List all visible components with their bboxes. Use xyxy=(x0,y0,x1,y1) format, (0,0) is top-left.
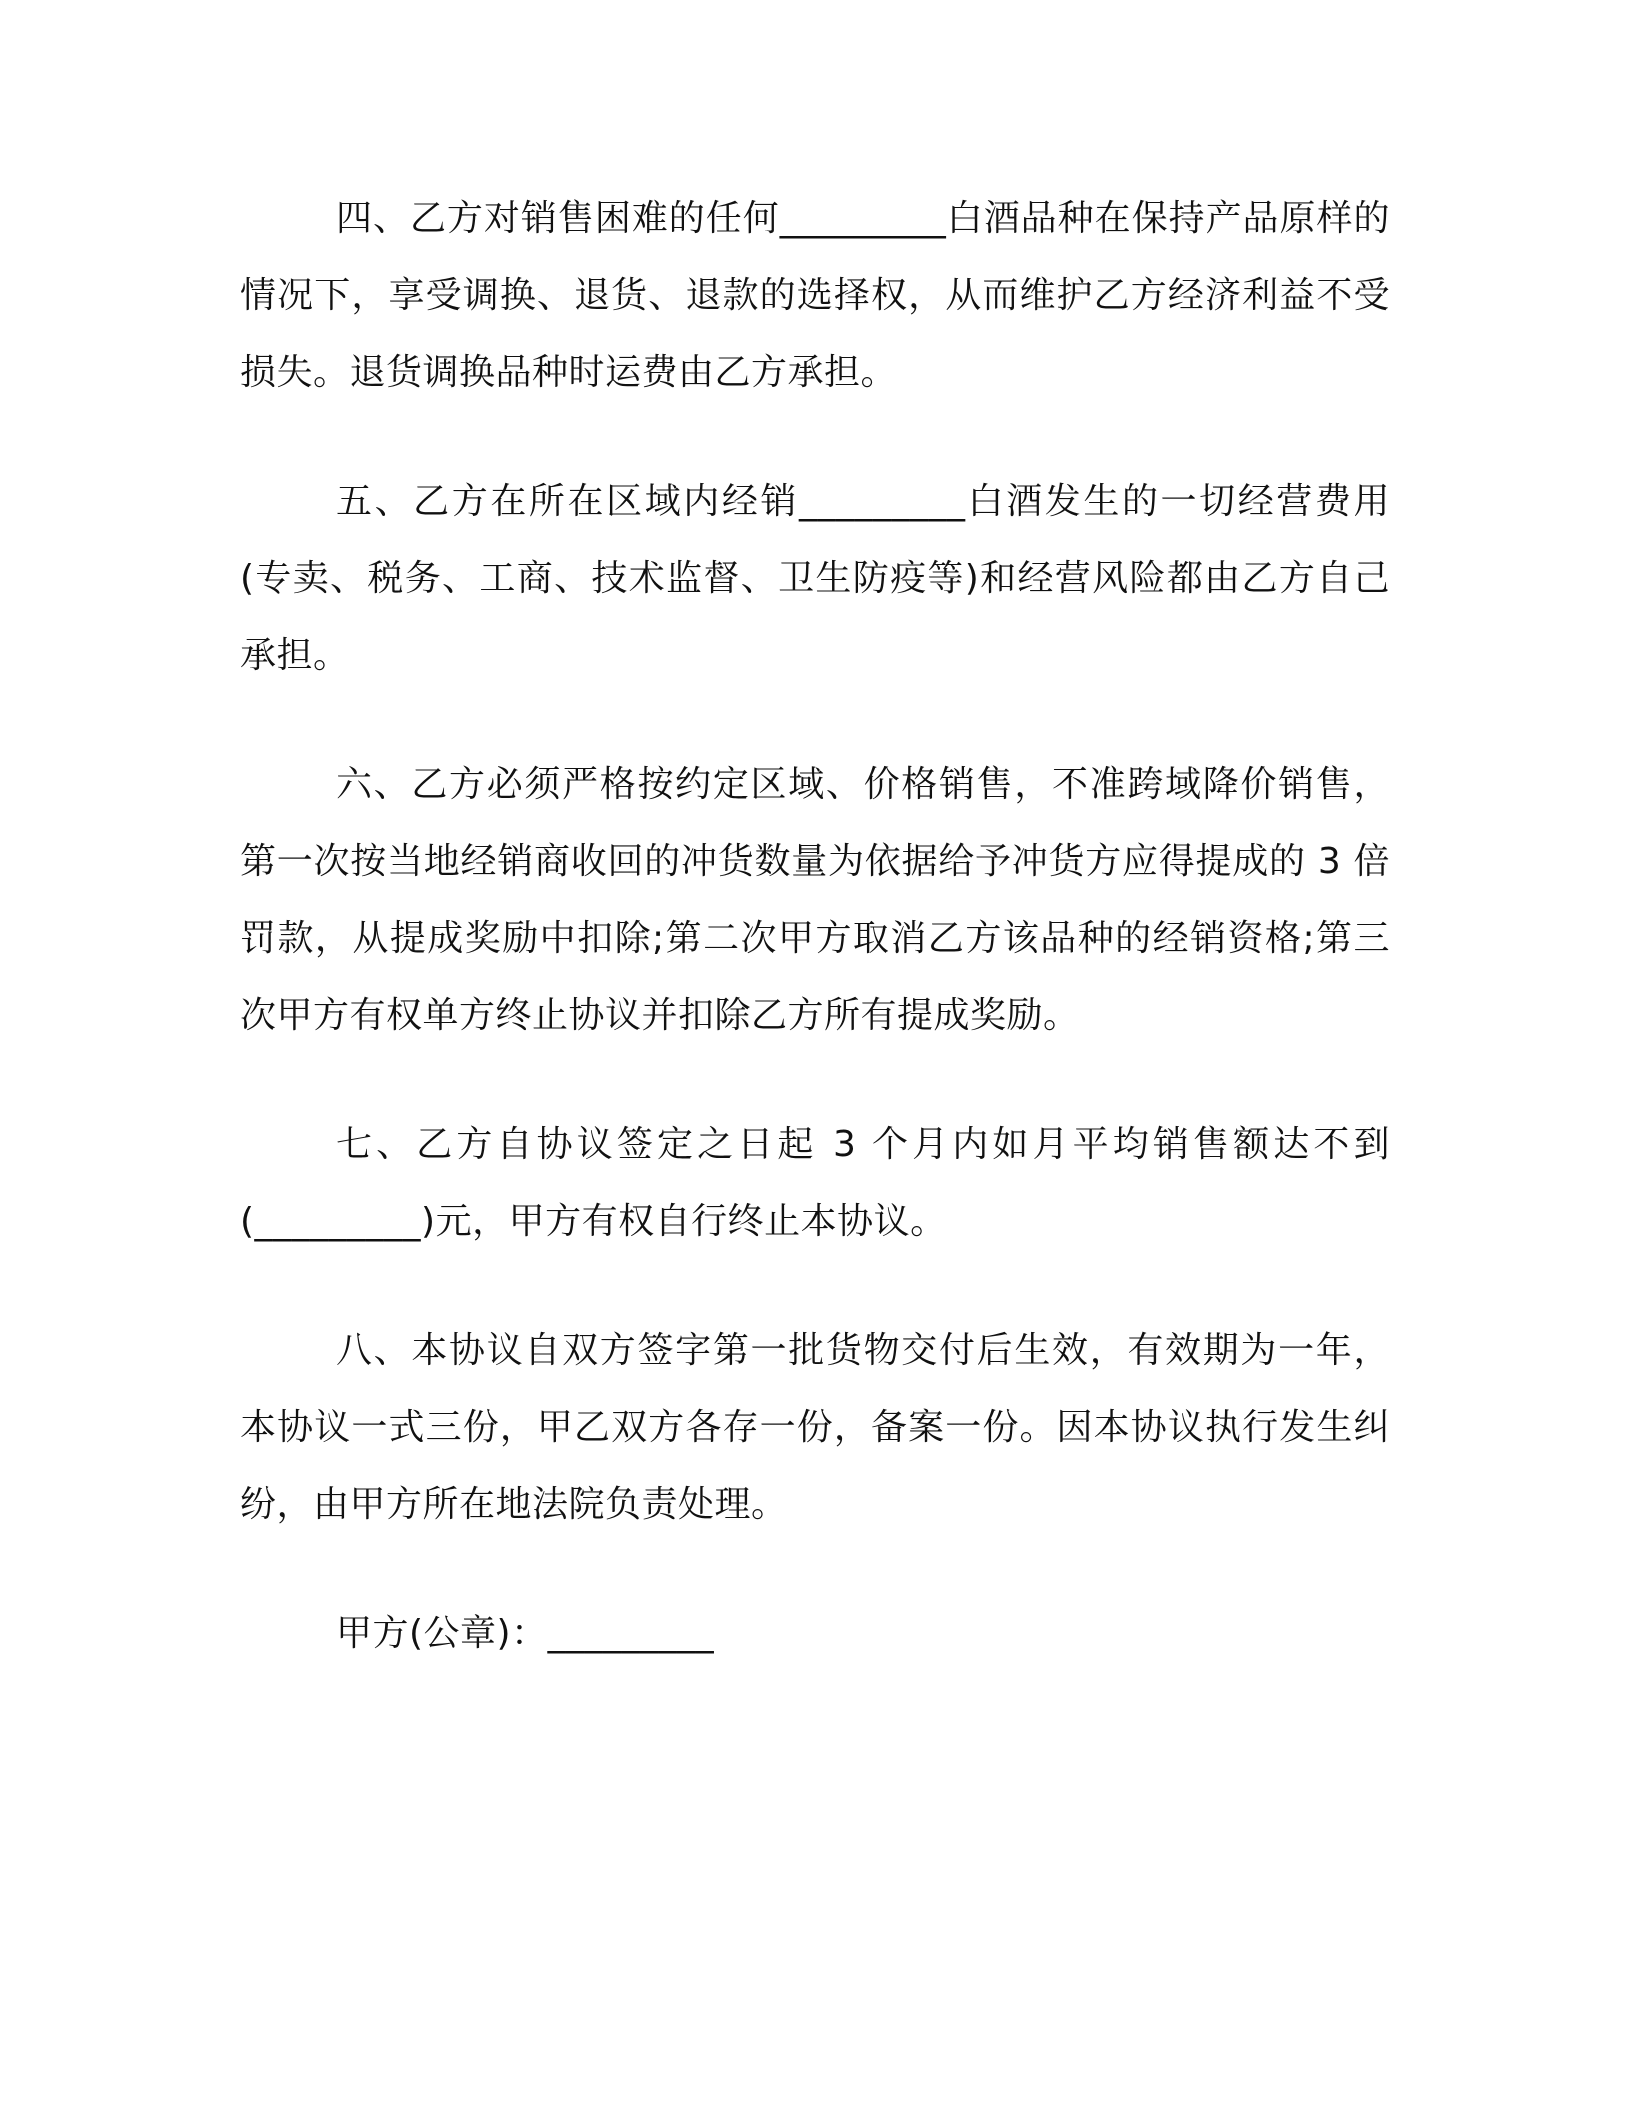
clause-6-paragraph: 六、乙方必须严格按约定区域、价格销售，不准跨域降价销售，第一次按当地经销商收回的冲货数量为依据给予冲货方应得提成的 3 倍罚款，从提成奖励中扣除;第二次甲方取消乙方该品种的经销资格;第三次甲方有权单方终止协议并扣除乙方所有提成奖励。 xyxy=(240,764,1390,1036)
clause-5-paragraph: 五、乙方在所在区域内经销_________白酒发生的一切经营费用(专卖、税务、工商、技术监督、卫生防疫等)和经营风险都由乙方自己承担。 xyxy=(240,481,1390,676)
document-body xyxy=(240,180,1390,1724)
clause-8-paragraph: 八、本协议自双方签字第一批货物交付后生效，有效期为一年，本协议一式三份，甲乙双方各存一份，备案一份。因本协议执行发生纠纷，由甲方所在地法院负责处理。 xyxy=(240,1330,1390,1525)
party-a-seal-line: 甲方(公章)：_________ xyxy=(336,1613,715,1654)
clause-7-paragraph: 七、乙方自协议签定之日起 3 个月内如月平均销售额达不到(_________)元，甲方有权自行终止本协议。 xyxy=(240,1124,1390,1242)
clause-4-paragraph: 四、乙方对销售困难的任何_________白酒品种在保持产品原样的情况下，享受调换、退货、退款的选择权，从而维护乙方经济利益不受损失。退货调换品种时运费由乙方承担。 xyxy=(240,198,1390,393)
